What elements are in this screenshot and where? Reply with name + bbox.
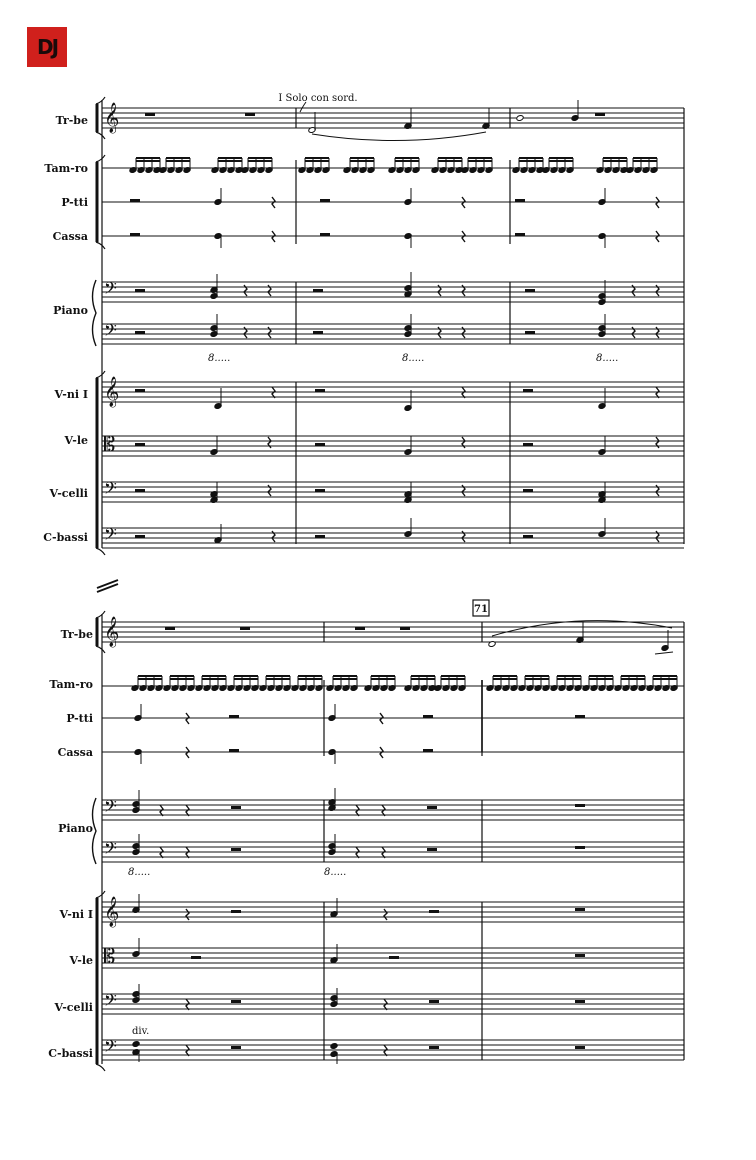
quarter-rest	[160, 805, 163, 816]
half-rest	[130, 233, 140, 236]
quarter-rest	[462, 387, 465, 398]
half-rest	[315, 535, 325, 538]
quarter-rest	[384, 999, 387, 1010]
half-rest	[135, 443, 145, 446]
staff-6	[102, 902, 684, 922]
quarter-rest	[186, 909, 189, 920]
quarter-rest	[186, 1045, 189, 1056]
note-head	[132, 1041, 140, 1048]
quarter-rest	[272, 387, 275, 398]
bass-clef: 𝄢	[104, 990, 117, 1014]
quarter-rest	[356, 847, 359, 858]
half-rest	[389, 956, 399, 959]
half-rest	[245, 113, 255, 116]
bracket-cap	[96, 132, 105, 139]
slur	[492, 621, 672, 636]
half-rest	[423, 749, 433, 752]
half-rest	[575, 1046, 585, 1049]
treble-clef: 𝄞	[104, 896, 119, 928]
quarter-rest	[186, 713, 189, 724]
half-rest	[320, 199, 330, 202]
half-rest	[315, 389, 325, 392]
quarter-rest	[356, 805, 359, 816]
half-rest	[320, 233, 330, 236]
staff-5	[102, 842, 684, 862]
slur	[312, 132, 486, 141]
instrument-label-trbe: Tr-be	[56, 114, 88, 127]
quarter-rest	[272, 231, 275, 242]
staff-brace	[93, 280, 97, 346]
bracket-cap	[96, 1064, 105, 1071]
half-rest	[135, 489, 145, 492]
half-rest	[429, 1046, 439, 1049]
staff-6	[102, 382, 684, 402]
solo-annotation: I Solo con sord.	[278, 93, 357, 104]
ottava-marking: 8.....	[596, 353, 618, 364]
staff-7	[102, 436, 684, 456]
bracket-cap	[96, 646, 105, 653]
half-rest	[231, 848, 241, 851]
half-rest	[595, 113, 605, 116]
divisi-marking: div.	[132, 1026, 149, 1037]
quarter-rest	[186, 747, 189, 758]
system-separator	[97, 580, 118, 592]
half-rest	[135, 289, 145, 292]
half-rest	[313, 289, 323, 292]
instrument-label-cassa: Cassa	[58, 746, 93, 759]
rehearsal-mark: 71	[474, 604, 488, 615]
instrument-label-cbassi: C-bassi	[43, 531, 88, 544]
publisher-logo: DJ	[27, 27, 67, 67]
ottava-marking: 8.....	[128, 867, 150, 878]
half-rest	[229, 715, 239, 718]
half-rest	[315, 489, 325, 492]
half-rest	[145, 113, 155, 116]
half-rest	[165, 627, 175, 630]
alto-clef: 𝄡	[104, 944, 115, 968]
instrument-label-cassa: Cassa	[53, 230, 88, 243]
instrument-label-tamro: Tam-ro	[44, 162, 88, 175]
system-2	[48, 600, 684, 1071]
half-rest	[429, 1000, 439, 1003]
half-rest	[523, 389, 533, 392]
staff-9	[102, 528, 684, 548]
half-rest	[229, 749, 239, 752]
instrument-label-piano: Piano	[58, 822, 93, 835]
treble-clef: 𝄞	[104, 376, 119, 408]
bracket-cap	[96, 548, 105, 555]
bracket-cap	[96, 242, 105, 249]
quarter-rest	[160, 847, 163, 858]
half-rest	[355, 627, 365, 630]
bass-clef: 𝄢	[104, 478, 117, 502]
half-rest	[315, 443, 325, 446]
instrument-label-trbe: Tr-be	[61, 628, 93, 641]
instrument-label-ptti: P-tti	[61, 196, 88, 209]
hairpin	[655, 652, 673, 654]
quarter-rest	[656, 231, 659, 242]
instrument-label-vcelli: V-celli	[48, 487, 88, 500]
half-rest	[135, 389, 145, 392]
bass-clef: 𝄢	[104, 796, 117, 820]
staff-4	[102, 800, 684, 820]
instrument-label-vnii: V-ni I	[54, 388, 88, 401]
half-rest	[429, 910, 439, 913]
instrument-label-vle: V-le	[64, 434, 88, 447]
quarter-rest	[656, 197, 659, 208]
half-rest	[427, 848, 437, 851]
half-rest	[575, 1000, 585, 1003]
instrument-label-piano: Piano	[53, 304, 88, 317]
instrument-label-cbassi: C-bassi	[48, 1047, 93, 1060]
quarter-rest	[462, 197, 465, 208]
half-rest	[135, 535, 145, 538]
half-rest	[423, 715, 433, 718]
half-rest	[313, 331, 323, 334]
system-1	[43, 93, 684, 555]
staff-9	[102, 1040, 684, 1060]
half-rest	[575, 954, 585, 957]
instrument-label-ptti: P-tti	[66, 712, 93, 725]
half-rest	[231, 910, 241, 913]
ottava-marking: 8.....	[402, 353, 424, 364]
half-rest	[523, 535, 533, 538]
half-rest	[575, 908, 585, 911]
quarter-rest	[380, 713, 383, 724]
staff-0	[102, 622, 684, 642]
quarter-rest	[186, 999, 189, 1010]
quarter-rest	[272, 197, 275, 208]
staff-5	[102, 324, 684, 344]
note-head	[330, 1043, 338, 1050]
treble-clef: 𝄞	[104, 616, 119, 648]
alto-clef: 𝄡	[104, 432, 115, 456]
half-rest	[191, 956, 201, 959]
half-rest	[515, 199, 525, 202]
half-rest	[523, 489, 533, 492]
bass-clef: 𝄢	[104, 1036, 117, 1060]
half-rest	[525, 289, 535, 292]
instrument-label-vnii: V-ni I	[59, 908, 93, 921]
quarter-rest	[382, 805, 385, 816]
bass-clef: 𝄢	[104, 278, 117, 302]
half-rest	[575, 715, 585, 718]
staff-0	[102, 108, 684, 128]
ottava-marking: 8.....	[208, 353, 230, 364]
instrument-label-vcelli: V-celli	[53, 1001, 93, 1014]
instrument-label-tamro: Tam-ro	[49, 678, 93, 691]
bass-clef: 𝄢	[104, 524, 117, 548]
half-rest	[231, 806, 241, 809]
half-rest	[427, 806, 437, 809]
bass-clef: 𝄢	[104, 320, 117, 344]
quarter-rest	[186, 847, 189, 858]
half-rest	[231, 1046, 241, 1049]
half-rest	[130, 199, 140, 202]
quarter-rest	[462, 231, 465, 242]
half-rest	[231, 1000, 241, 1003]
half-rest	[515, 233, 525, 236]
quarter-rest	[384, 1045, 387, 1056]
staff-4	[102, 282, 684, 302]
quarter-rest	[382, 847, 385, 858]
half-rest	[240, 627, 250, 630]
treble-clef: 𝄞	[104, 102, 119, 134]
staff-8	[102, 482, 684, 502]
note-head	[516, 115, 524, 122]
quarter-rest	[380, 747, 383, 758]
half-rest	[575, 846, 585, 849]
quarter-rest	[384, 909, 387, 920]
quarter-rest	[186, 805, 189, 816]
half-rest	[400, 627, 410, 630]
ottava-marking: 8.....	[324, 867, 346, 878]
half-rest	[135, 331, 145, 334]
bass-clef: 𝄢	[104, 838, 117, 862]
staff-brace	[93, 798, 97, 864]
staff-8	[102, 994, 684, 1014]
half-rest	[525, 331, 535, 334]
bracket-cap	[96, 155, 105, 162]
instrument-label-vle: V-le	[69, 954, 93, 967]
half-rest	[575, 804, 585, 807]
quarter-rest	[656, 387, 659, 398]
half-rest	[523, 443, 533, 446]
